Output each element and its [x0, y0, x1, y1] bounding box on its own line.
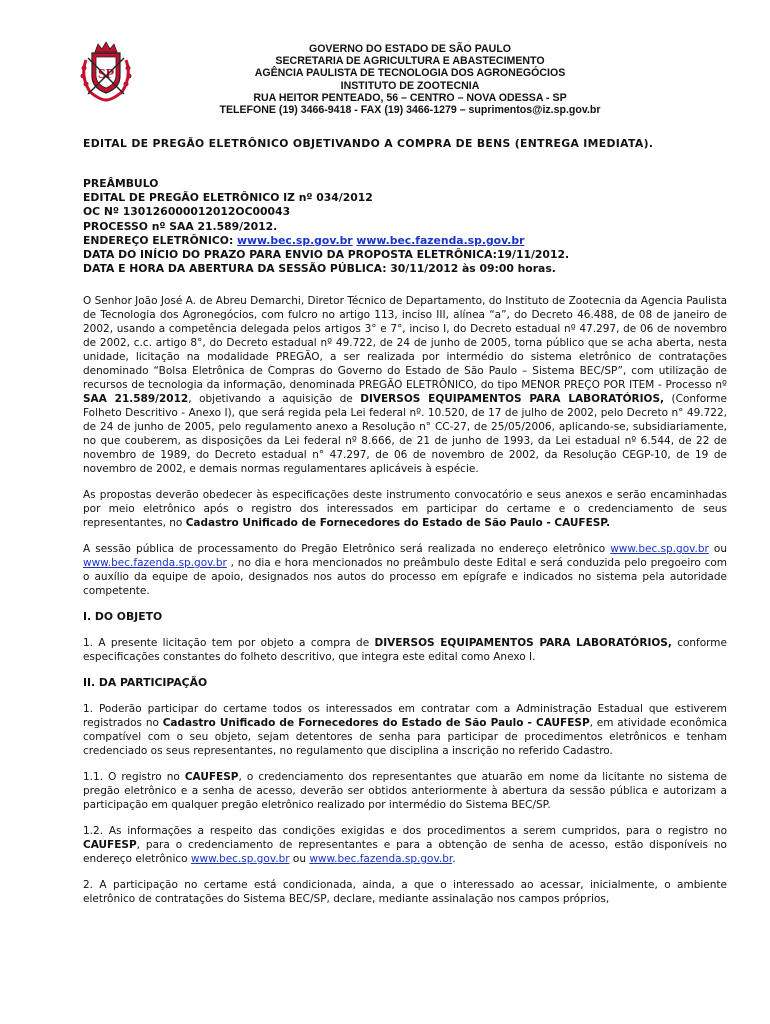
- link-bec-sp[interactable]: www.bec.sp.gov.br: [237, 233, 353, 247]
- crest-letters: SP: [97, 67, 115, 82]
- oc-number: OC Nº 130126000012012OC00043: [83, 205, 291, 219]
- objeto-paragraph: 1. A presente licitação tem por objeto a compra de DIVERSOS EQUIPAMENTOS PARA LABORATÓRIOS, conforme especificações constantes do folheto descritivo, que integra este edital como Anexo I.: [83, 637, 727, 663]
- participacao-item-2: 2. A participação no certame está condicionada, ainda, a que o interessado ao acessar, inicialmente, o ambiente eletrônico de contratações do Sistema BEC/SP, declare, mediante assinalação nos campos próprios,: [83, 879, 727, 905]
- session-paragraph: A sessão pública de processamento do Pregão Eletrônico será realizada no endereço eletrônico www.bec.sp.gov.br ou www.bec.fazenda.sp.gov.br , no dia e hora mencionados no preâmbulo deste Edital e será conduzida pelo pregoeiro com o auxílio da equipe de apoio, designados nos autos do processo em epígrafe e indicados no sistema pela autoridade competente.: [83, 543, 728, 597]
- participacao-item-1: 1. Poderão participar do certame todos os interessados em contratar com a Administração Estadual que estiverem registrados no Cadastro Unificado de Fornecedores do Estado de São Paulo - CAUFESP, em atividade econômica compatível com o seu objeto, sejam detentores de senha para participar de procedimentos eletrônicos e tenham credenciado os seus representantes, no regulamento que disciplina a inscrição no referido Cadastro.: [83, 703, 728, 757]
- section-participacao-heading: II. DA PARTICIPAÇÃO: [83, 676, 208, 689]
- header-line-address: RUA HEITOR PENTEADO, 56 – CENTRO – NOVA ODESSA - SP: [253, 91, 567, 104]
- proposals-paragraph: As propostas deverão obedecer às especificações deste instrumento convocatório e seus anexos e serão encaminhadas por meio eletrônico após o registro dos interessados em participar do certame e o credenciamento de seus representantes, no Cadastro Unificado de Fornecedores do Estado de São Paulo - CAUFESP.: [83, 489, 727, 529]
- document-body: [83, 294, 727, 918]
- header-line-government: GOVERNO DO ESTADO DE SÃO PAULO: [308, 43, 512, 55]
- header-line-secretariat: SECRETARIA DE AGRICULTURA E ABASTECIMENTO: [275, 55, 545, 68]
- section-objeto-heading: I. DO OBJETO: [83, 610, 163, 623]
- cadastro-link-bec-fazenda[interactable]: www.bec.fazenda.sp.gov.br: [309, 853, 453, 865]
- data-inicio-prazo: DATA DO INÍCIO DO PRAZO PARA ENVIO DA PROPOSTA ELETRÔNICA:19/11/2012.: [83, 248, 570, 262]
- participacao-item-1-1: 1.1. O registro no CAUFESP, o credenciamento dos representantes que atuarão em nome da licitante no sistema de pregão eletrônico e a senha de acesso, deverão ser obtidos anteriormente à abertura da sessão pública e autorizam a participação em qualquer pregão eletrônico realizado por intermédio do Sistema BEC/SP.: [83, 771, 727, 811]
- sao-paulo-coat-of-arms-icon: [78, 40, 134, 102]
- endereco-eletronico: [83, 234, 569, 248]
- session-link-bec-sp[interactable]: www.bec.sp.gov.br: [610, 543, 709, 555]
- header-line-agency: AGÊNCIA PAULISTA DE TECNOLOGIA DOS AGRONEGÓCIOS: [254, 67, 566, 80]
- header-line-institute: INSTITUTO DE ZOOTECNIA: [340, 79, 480, 92]
- link-bec-fazenda[interactable]: www.bec.fazenda.sp.gov.br: [356, 233, 525, 247]
- cadastro-link-bec-sp[interactable]: www.bec.sp.gov.br: [190, 853, 290, 865]
- session-link-bec-fazenda[interactable]: www.bec.fazenda.sp.gov.br: [83, 557, 227, 569]
- endereco-label: ENDEREÇO ELETRÔNICO:: [83, 233, 234, 247]
- document-title: EDITAL DE PREGÃO ELETRÔNICO OBJETIVANDO A COMPRA DE BENS (ENTREGA IMEDIATA).: [83, 137, 654, 150]
- letterhead: [150, 43, 670, 116]
- participacao-item-1-2: 1.2. As informações a respeito das condições exigidas e dos procedimentos a serem cumpridos, para o registro no CAUFESP, para o credenciamento de representantes e para a obtenção de senha de acesso, estão disponíveis no endereço eletrônico www.bec.sp.gov.br ou www.bec.fazenda.sp.gov.br.: [83, 825, 727, 865]
- preamble-heading: PREÂMBULO: [83, 177, 159, 190]
- intro-paragraph: O Senhor João José A. de Abreu Demarchi, Diretor Técnico de Departamento, do Instituto de Zootecnia da Agencia Paulista de Tecnologia dos Agronegócios, com fulcro no artigo 113, inciso III, alínea “a”, do Decreto 46.488, de 08 de janeiro de 2002, usando a competência delegada pelos artigos 3° e 7°, inciso I, do Decreto estadual nº 47.297, de 06 de novembro de 2002, c.c. artigo 8°, do Decreto estadual nº 49.722, de 24 de junho de 2005, torna público que se acha aberta, nesta unidade, licitação na modalidade PREGÃO, a ser realizada por intermédio do sistema eletrônico de contratações denominado “Bolsa Eletrônica de Compras do Governo do Estado de São Paulo – Sistema BEC/SP”, com utilização de recursos de tecnologia da informação, denominada PREGÃO ELETRÔNICO, do tipo MENOR PREÇO POR ITEM - Processo nº SAA 21.589/2012, objetivando a aquisição de DIVERSOS EQUIPAMENTOS PARA LABORATÓRIOS, (Conforme Folheto Descritivo - Anexo I), que será regida pela Lei federal nº. 10.520, de 17 de julho de 2002, pelo Decreto n° 49.722, de 24 de junho de 2005, pelo regulamento anexo a Resolução n° CC-27, de 25/05/2006, aplicando-se, subsidiariamente, no que couberem, as disposições da Lei federal nº 8.666, de 21 de junho de 1993, da Lei estadual nº 6.544, de 22 de novembro de 1989, do Decreto estadual n° 47.297, de 06 de novembro de 2002, da Resolução CEGP-10, de 19 de novembro de 2002, e demais normas regulamentares aplicáveis à espécie.: [83, 295, 727, 475]
- preamble-block: [83, 177, 569, 276]
- edital-number: EDITAL DE PREGÃO ELETRÔNICO IZ nº 034/2012: [83, 191, 373, 205]
- header-line-phone: TELEFONE (19) 3466-9418 - FAX (19) 3466-1279 – suprimentos@iz.sp.gov.br: [219, 104, 601, 117]
- processo-number: PROCESSO nº SAA 21.589/2012.: [83, 219, 278, 233]
- data-abertura-sessao: DATA E HORA DA ABERTURA DA SESSÃO PÚBLICA: 30/11/2012 às 09:00 horas.: [83, 262, 556, 276]
